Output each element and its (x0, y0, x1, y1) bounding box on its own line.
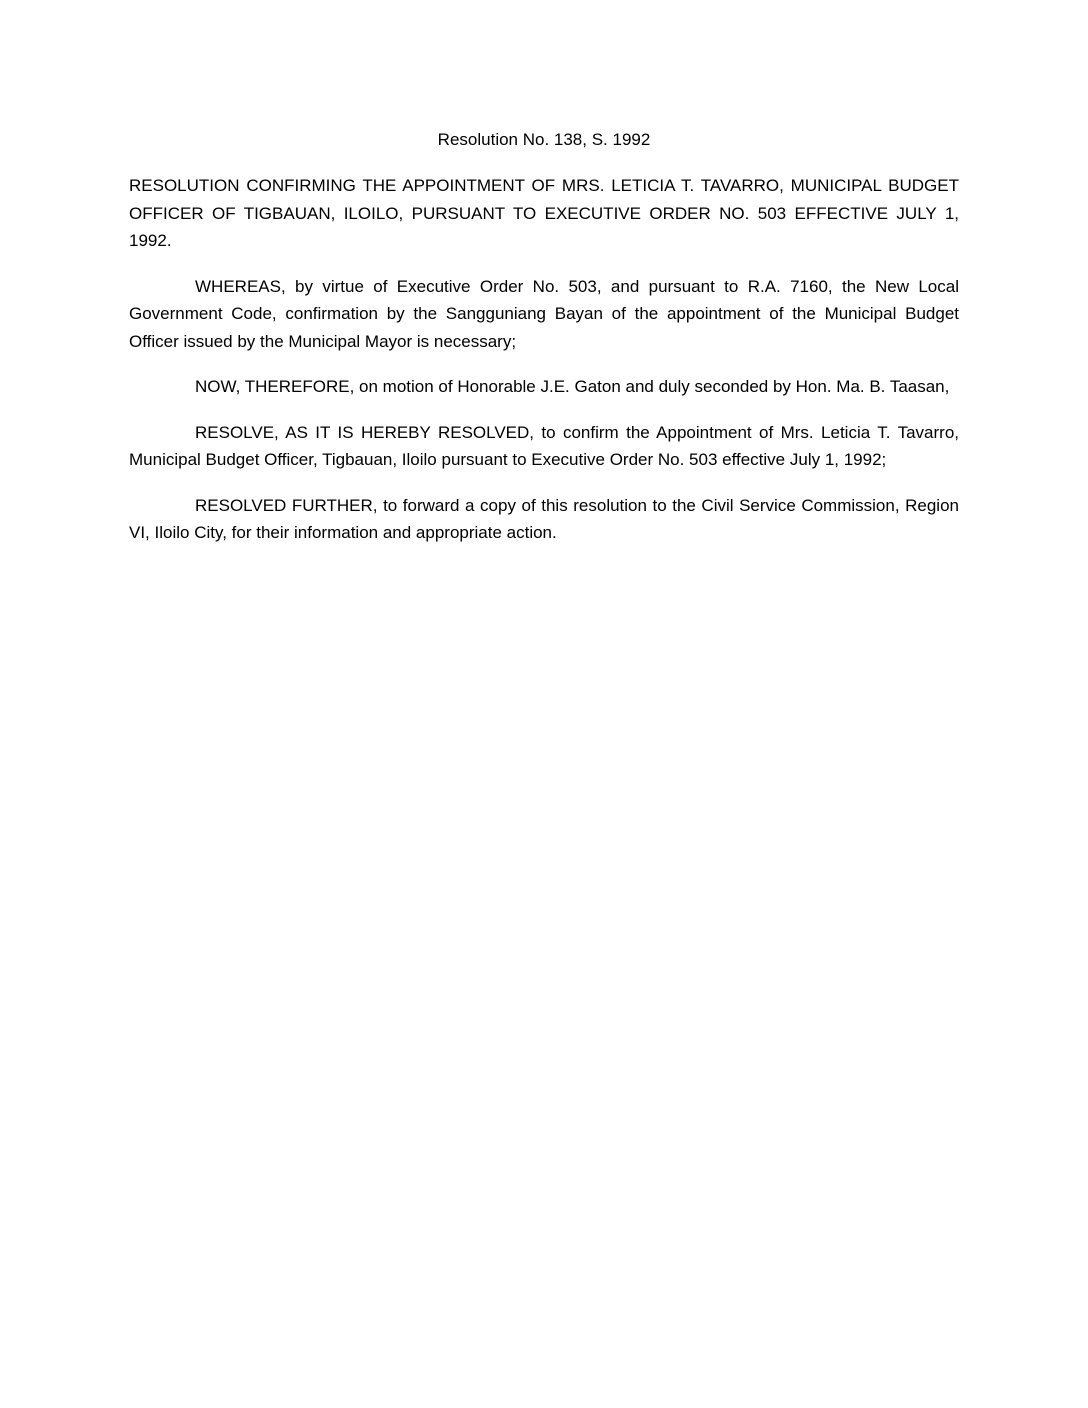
paragraph-resolution-heading: RESOLUTION CONFIRMING THE APPOINTMENT OF MRS. LETICIA T. TAVARRO, MUNICIPAL BUDGET OFFICER OF TIGBAUAN, ILOILO, PURSUANT TO EXECUTIVE ORDER NO. 503 EFFECTIVE JULY 1, 1992. (129, 176, 959, 250)
paragraph-resolved-further: RESOLVED FURTHER, to forward a copy of this resolution to the Civil Service Commission, Region VI, Iloilo City, for their information and appropriate action. (129, 495, 959, 542)
document-title: Resolution No. 138, S. 1992 (437, 130, 651, 149)
paragraph-resolve: RESOLVE, AS IT IS HEREBY RESOLVED, to confirm the Appointment of Mrs. Leticia T. Tavarro, Municipal Budget Officer, Tigbauan, Iloilo pursuant to Executive Order No. 503 effective July 1, 1992; (129, 422, 959, 469)
paragraph-now-therefore: NOW, THEREFORE, on motion of Honorable J.E. Gaton and duly seconded by Hon. Ma. B. Taasan, (195, 377, 950, 396)
paragraph-whereas: WHEREAS, by virtue of Executive Order No. 503, and pursuant to R.A. 7160, the New Local Government Code, confirmation by the Sangguniang Bayan of the appointment of the Municipal Budget Officer issued by the Municipal Mayor is necessary; (129, 276, 959, 351)
